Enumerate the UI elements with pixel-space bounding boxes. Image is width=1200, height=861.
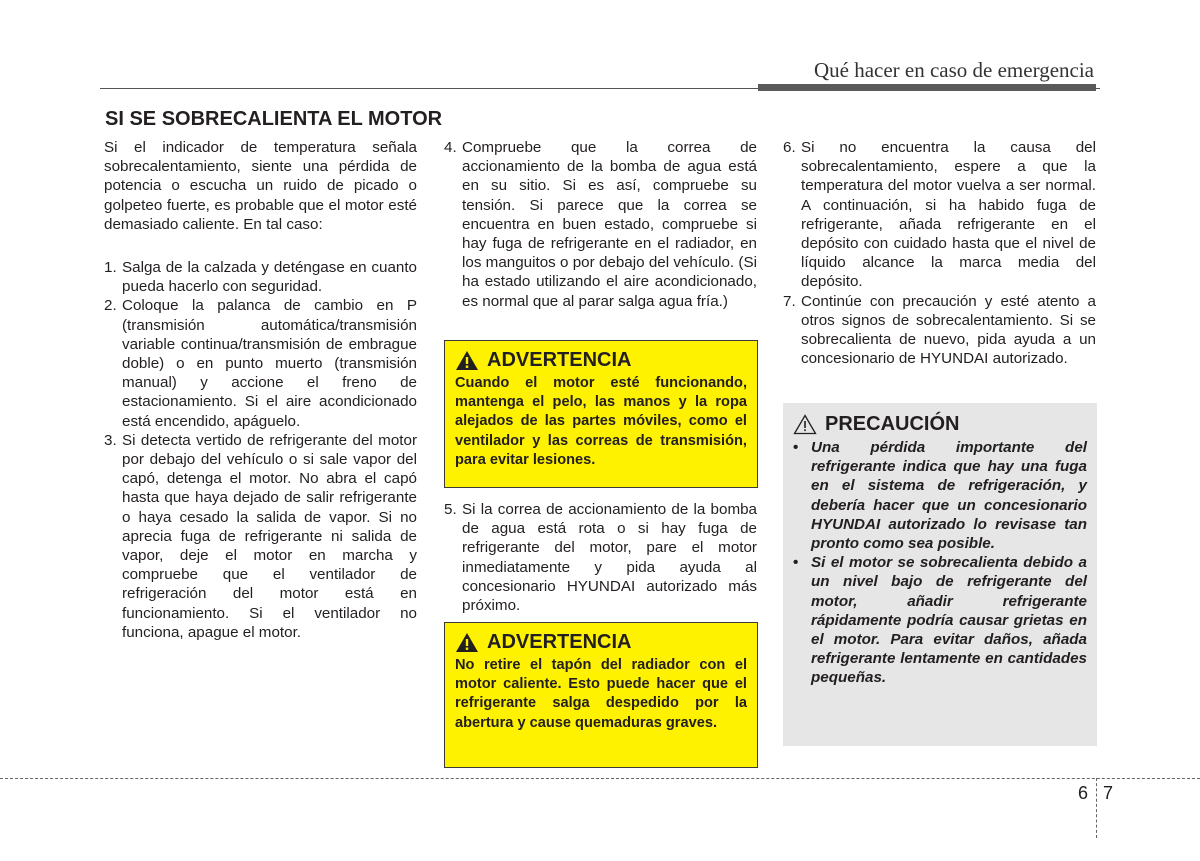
step-item [104,431,417,642]
intro-paragraph: Si el indicador de temperatura señala sobrecalentamiento, siente una pérdida de potencia o escucha un ruido de picado o golpeteo fuerte, es probable que el motor esté demasiado caliente. En tal caso: [104,139,417,233]
step-item [783,138,1096,292]
warning-title: ADVERTENCIA [487,631,632,653]
step-text: Si la correa de accionamiento de la bomba de agua está rota o si hay fuga de refrigerante del motor, pare el motor inmediatamente y pida ayuda al concesionario HYUNDAI autorizado más próximo. [462,501,757,615]
page-number: 7 [1103,783,1114,803]
main-heading: SI SE SOBRECALIENTA EL MOTOR [105,108,443,130]
steps-list-3 [444,500,757,615]
step-item [444,138,757,311]
warning-triangle-icon [455,350,479,371]
footer-divider [1096,778,1097,838]
step-item [104,296,417,430]
warning-title: ADVERTENCIA [487,349,632,371]
section-title: Qué hacer en caso de emergencia [813,58,1094,82]
column-1 [104,138,417,642]
caution-box [783,403,1097,746]
header-rule-bar [758,84,1096,91]
step-number: 4. [444,139,457,156]
steps-list-2 [444,138,757,311]
step-number: 7. [783,292,796,310]
footer-rule [0,778,1200,779]
bullet: • [793,554,799,572]
column-3 [783,138,1096,368]
caution-item [793,438,1087,553]
column-2-lower [444,500,757,615]
caution-triangle-icon [793,414,817,435]
caution-title: PRECAUCIÓN [825,413,960,435]
step-item [444,500,757,615]
step-item [783,292,1096,369]
bullet: • [793,439,799,456]
step-text: Continúe con precaución y esté atento a otros signos de sobrecalentamiento. Si se sobrecalienta de nuevo, pida ayuda a un concesionario de HYUNDAI autorizado. [801,292,1096,368]
steps-list-1 [104,258,417,642]
warning-box-2 [444,622,758,768]
chapter-number: 6 [1078,783,1089,803]
caution-text: Si el motor se sobrecalienta debido a un nivel bajo de refrigerante del motor, añadir refrigerante rápidamente podría causar grietas en el motor. Para evitar daños, añada refrigerante lentamente en cantidades pequeñas. [811,554,1087,687]
step-text: Compruebe que la correa de accionamiento de la bomba de agua está en su sitio. Si es así, compruebe su tensión. Si parece que la correa se encuentra en buen estado, compruebe si hay fuga de refrigerante en el radiador, en los manguitos o por debajo del vehículo. (Si ha estado utilizando el aire acondicionado, es normal que al parar salga agua fría.) [462,139,757,310]
step-item [104,258,417,296]
step-text: Salga de la calzada y deténgase en cuanto pueda hacerlo con seguridad. [122,259,417,296]
caution-text: Una pérdida importante del refrigerante indica que hay una fuga en el sistema de refrigeración, y debería hacer que un concesionario HYUNDAI autorizado lo revisase tan pronto como sea posible. [811,439,1087,553]
step-number: 3. [104,431,117,449]
column-2 [444,138,757,311]
warning-box-1 [444,340,758,488]
caution-list [793,438,1087,688]
step-number: 1. [104,259,117,277]
step-text: Coloque la palanca de cambio en P (transmisión automática/transmisión variable continua/transmisión de embrague doble) o en punto muerto (transmisión manual) y accione el freno de estacionamiento. Si el aire acondicionado está encendido, apáguelo. [122,297,417,430]
step-text: Si no encuentra la causa del sobrecalentamiento, espere a que la temperatura del motor vuelva a ser normal. A continuación, si ha habido fuga de refrigerante, añada refrigerante en el depósito con cuidado hasta que el nivel de líquido alcance la marca media del depósito. [801,139,1096,291]
step-number: 5. [444,501,457,518]
warning-text: Cuando el motor esté funcionando, mantenga el pelo, las manos y la ropa alejados de las partes móviles, como el ventilador y las correas de transmisión, para evitar lesiones. [455,375,747,468]
warning-text: No retire el tapón del radiador con el motor caliente. Esto puede hacer que el refrigerante salga despedido por la abertura y cause quemaduras graves. [455,657,747,731]
caution-item [793,553,1087,687]
step-text: Si detecta vertido de refrigerante del motor por debajo del vehículo o si sale vapor del capó, detenga el motor. No abra el capó hasta que haya dejado de salir refrigerante o haya cesado la salida de vapor. Si no aprecia fuga de refrigerante ni salida de vapor, deje el motor en marcha y compruebe que el ventilador de refrigeración del motor está en funcionamiento. Si el ventilador no funciona, apague el motor. [122,431,417,641]
step-number: 2. [104,297,117,315]
warning-triangle-icon [455,632,479,653]
steps-list-4 [783,138,1096,368]
step-number: 6. [783,139,796,156]
